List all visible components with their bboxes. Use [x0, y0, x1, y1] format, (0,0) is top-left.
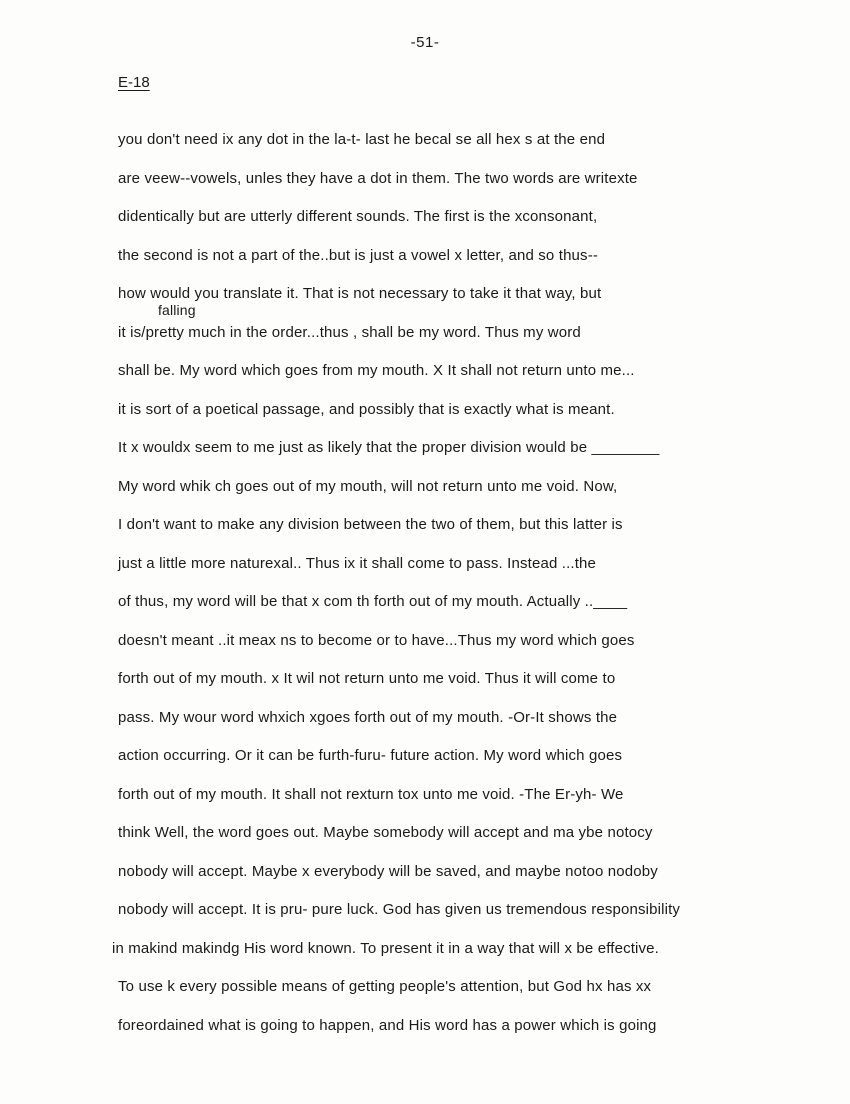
- text-line-9: It x wouldx seem to me just as likely that the proper division would be ________: [118, 439, 660, 456]
- text-line-5: how would you translate it. That is not necessary to take it that way, but: [118, 285, 602, 302]
- interlinear-insertion: falling: [158, 302, 196, 318]
- section-reference: E-18: [118, 74, 150, 91]
- text-line-20: nobody will accept. Maybe x everybody will be saved, and maybe notoo nodoby: [118, 862, 658, 880]
- text-line-12: just a little more naturexal.. Thus ix it shall come to pass. Instead ...the: [118, 554, 597, 572]
- text-line-23: To use k every possible means of getting people's attention, but God hx has xx: [118, 978, 652, 995]
- text-line-6: it is/pretty much in the order...thus , shall be my word. Thus my word: [118, 323, 581, 341]
- text-line-4: the second is not a part of the..but is just a vowel x letter, and so thus--: [118, 246, 598, 264]
- text-line-16: pass. My wour word whxich xgoes forth out of my mouth. -Or-It shows the: [118, 708, 618, 726]
- text-line-1: you don't need ix any dot in the la-t- last he becal se all hex s at the end: [118, 131, 606, 148]
- text-line-11: I don't want to make any division between the two of them, but this latter is: [118, 516, 623, 533]
- text-line-14: doesn't meant ..it meax ns to become or to have...Thus my word which goes: [118, 631, 635, 649]
- text-line-2: are veew--vowels, unles they have a dot in them. The two words are writexte: [118, 169, 638, 187]
- text-line-7: shall be. My word which goes from my mouth. X It shall not return unto me...: [118, 362, 635, 379]
- typed-body-text: [112, 128, 838, 1052]
- text-line-3: didentically but are utterly different sounds. The first is the xconsonant,: [118, 208, 598, 225]
- text-line-22: in makind makindg His word known. To present it in a way that will x be effective.: [112, 939, 659, 957]
- text-line-10: My word whik ch goes out of my mouth, will not return unto me void. Now,: [118, 477, 618, 495]
- page-number: -51-: [410, 34, 440, 51]
- text-line-8: it is sort of a poetical passage, and possibly that is exactly what is meant.: [118, 400, 615, 418]
- text-line-17: action occurring. Or it can be furth-furu- future action. My word which goes: [118, 747, 623, 764]
- text-line-18: forth out of my mouth. It shall not rexturn tox unto me void. -The Er-yh- We: [118, 785, 624, 803]
- text-line-24: foreordained what is going to happen, and His word has a power which is going: [118, 1016, 657, 1034]
- text-line-13: of thus, my word will be that x com th forth out of my mouth. Actually ..____: [118, 593, 628, 610]
- text-line-15: forth out of my mouth. x It wil not return unto me void. Thus it will come to: [118, 670, 616, 687]
- text-line-21: nobody will accept. It is pru- pure luck. God has given us tremendous responsibility: [118, 901, 681, 918]
- text-line-19: think Well, the word goes out. Maybe somebody will accept and ma ybe notocy: [118, 824, 653, 841]
